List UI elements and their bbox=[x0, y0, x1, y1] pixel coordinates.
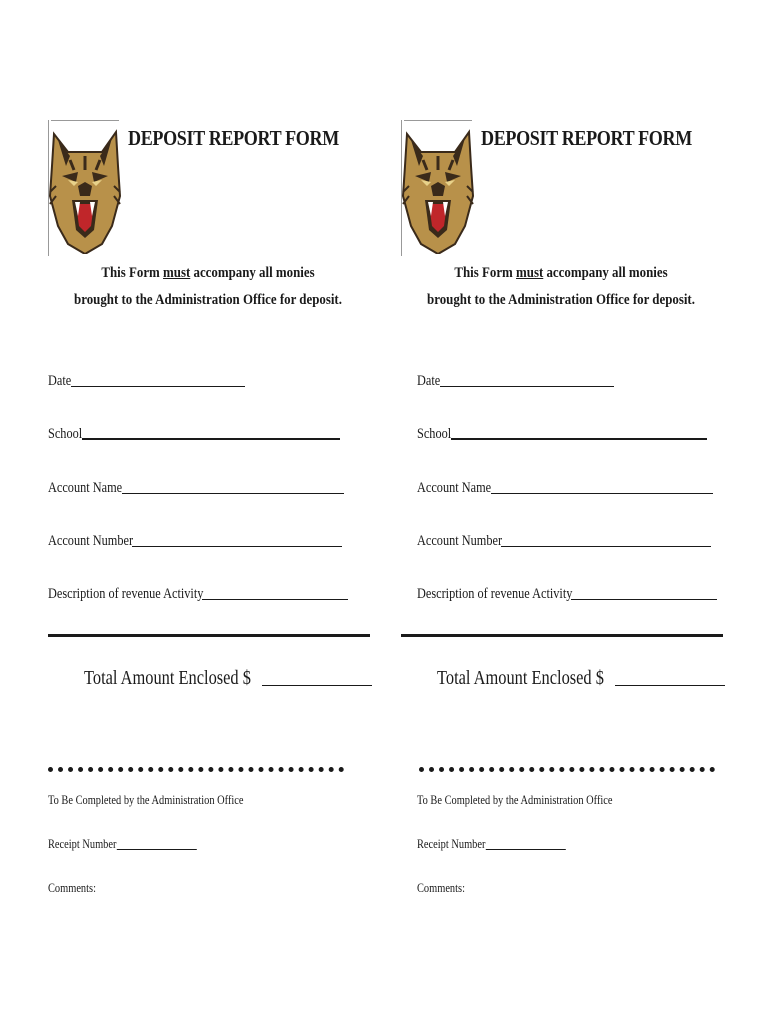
date-line[interactable] bbox=[440, 386, 614, 387]
total-amount-label: Total Amount Enclosed $ bbox=[84, 667, 251, 689]
dotted-separator bbox=[48, 767, 344, 772]
school-label: School bbox=[417, 426, 452, 442]
description-line[interactable] bbox=[202, 599, 348, 600]
admin-heading: To Be Completed by the Administration Office bbox=[417, 792, 613, 807]
receipt-number-label: Receipt Number bbox=[48, 836, 117, 851]
description-label: Description of revenue Activity bbox=[417, 586, 573, 602]
receipt-number-line[interactable] bbox=[485, 849, 565, 850]
account-number-field[interactable] bbox=[48, 530, 342, 550]
section-divider bbox=[401, 634, 723, 637]
account-name-line[interactable] bbox=[491, 493, 713, 494]
description-field[interactable] bbox=[48, 583, 348, 603]
account-number-field[interactable] bbox=[417, 530, 711, 550]
receipt-number-field[interactable] bbox=[48, 836, 196, 852]
account-name-line[interactable] bbox=[122, 493, 344, 494]
date-field[interactable] bbox=[417, 370, 614, 390]
total-amount-field[interactable] bbox=[437, 667, 725, 690]
receipt-number-line[interactable] bbox=[116, 849, 196, 850]
description-label: Description of revenue Activity bbox=[48, 586, 204, 602]
date-label: Date bbox=[48, 373, 72, 389]
school-field[interactable] bbox=[48, 423, 340, 443]
form-title: DEPOSIT REPORT FORM bbox=[128, 126, 339, 150]
description-field[interactable] bbox=[417, 583, 717, 603]
account-name-label: Account Name bbox=[48, 480, 123, 496]
deposit-form-left bbox=[48, 0, 378, 1024]
total-amount-line[interactable] bbox=[262, 685, 372, 686]
notice-line-1: This Form must accompany all monies bbox=[454, 265, 668, 281]
notice-line-2: brought to the Administration Office for deposit. bbox=[427, 292, 695, 308]
receipt-number-label: Receipt Number bbox=[417, 836, 486, 851]
receipt-number-field[interactable] bbox=[417, 836, 565, 852]
deposit-form-right bbox=[401, 0, 731, 1024]
date-line[interactable] bbox=[71, 386, 245, 387]
school-field[interactable] bbox=[417, 423, 707, 443]
account-number-line[interactable] bbox=[501, 546, 711, 547]
wildcat-mascot-icon bbox=[48, 126, 122, 254]
dotted-separator bbox=[419, 767, 715, 772]
description-line[interactable] bbox=[571, 599, 717, 600]
admin-heading: To Be Completed by the Administration Office bbox=[48, 792, 244, 807]
account-number-label: Account Number bbox=[417, 533, 503, 549]
section-divider bbox=[48, 634, 370, 637]
account-number-label: Account Number bbox=[48, 533, 134, 549]
date-label: Date bbox=[417, 373, 441, 389]
total-amount-line[interactable] bbox=[615, 685, 725, 686]
account-name-field[interactable] bbox=[48, 477, 344, 497]
wildcat-mascot-logo bbox=[401, 120, 475, 256]
account-name-label: Account Name bbox=[417, 480, 492, 496]
school-line[interactable] bbox=[451, 438, 707, 440]
total-amount-label: Total Amount Enclosed $ bbox=[437, 667, 604, 689]
date-field[interactable] bbox=[48, 370, 245, 390]
form-title: DEPOSIT REPORT FORM bbox=[481, 126, 692, 150]
school-line[interactable] bbox=[82, 438, 340, 440]
school-label: School bbox=[48, 426, 83, 442]
total-amount-field[interactable] bbox=[84, 667, 372, 690]
notice-line-2: brought to the Administration Office for deposit. bbox=[74, 292, 342, 308]
logo-frame-top bbox=[404, 120, 472, 121]
notice-line-1: This Form must accompany all monies bbox=[101, 265, 315, 281]
account-number-line[interactable] bbox=[132, 546, 342, 547]
wildcat-mascot-icon bbox=[401, 126, 475, 254]
comments-label: Comments: bbox=[417, 880, 465, 895]
comments-label: Comments: bbox=[48, 880, 96, 895]
wildcat-mascot-logo bbox=[48, 120, 122, 256]
account-name-field[interactable] bbox=[417, 477, 713, 497]
logo-frame-top bbox=[51, 120, 119, 121]
